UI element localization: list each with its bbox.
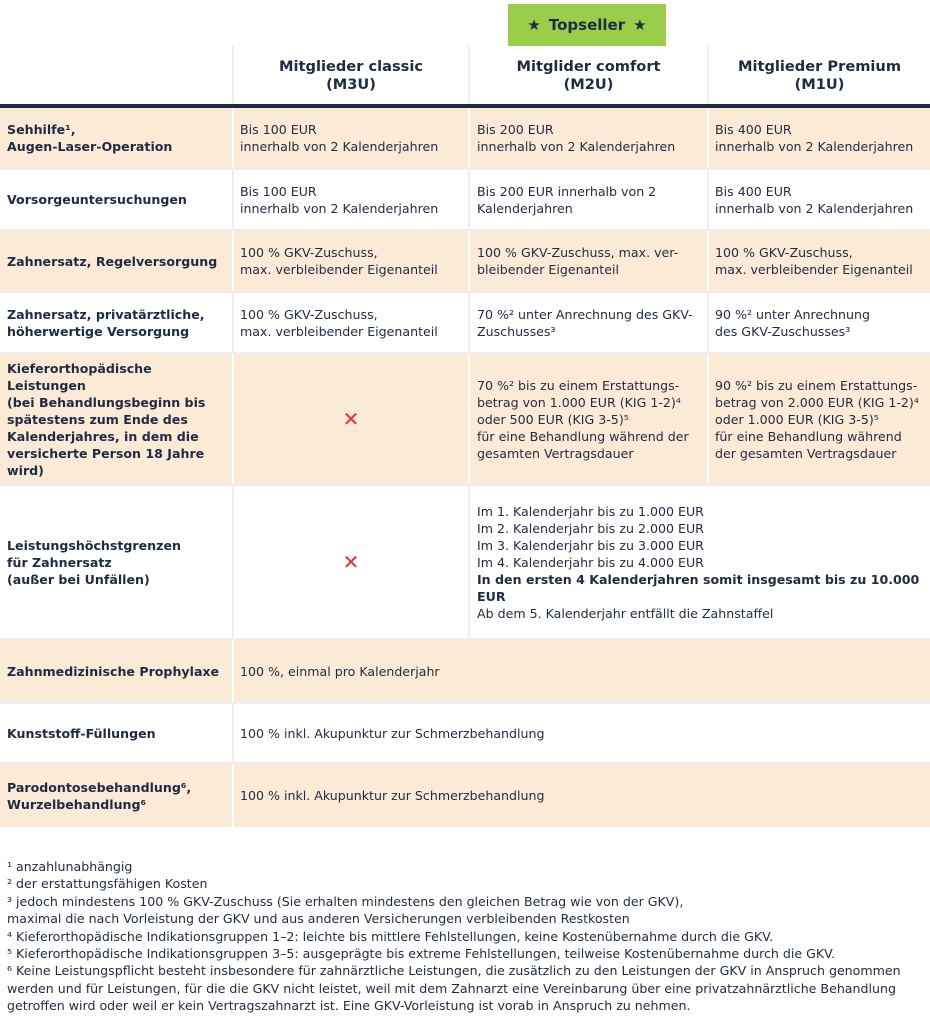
row-label: Zahnmedizinische Prophylaxe (7, 663, 220, 679)
row-label: Zahnersatz, Regelversorgung (7, 253, 218, 269)
row-label: Kieferorthopädische Leistungen (bei Behandlungsbeginn bis spätestens zum Ende des Kalenderjahres, in dem die versicherte Person 18 Jahre wird) (7, 360, 206, 478)
star-icon: ★ (633, 15, 647, 34)
footnote: ⁴ Kieferorthopädische Indikationsgruppen 1–2: leichte bis mittlere Fehlstellungen, keine Kostenübernahme durch die GKV. (7, 928, 774, 944)
cell-all-tariffs: 100 %, einmal pro Kalenderjahr (240, 663, 440, 679)
column-code: (M1U) (794, 76, 845, 93)
column-header-classic (234, 46, 468, 104)
column-code: (M2U) (563, 76, 614, 93)
limit-line: Im 2. Kalenderjahr bis zu 2.000 EUR (477, 520, 704, 536)
cell-premium: Bis 400 EUR innerhalb von 2 Kalenderjahren (715, 122, 914, 154)
limit-total: In den ersten 4 Kalenderjahren somit insgesamt bis zu 10.000 EUR (477, 571, 920, 604)
cell-comfort: Bis 200 EUR innerhalb von 2 Kalenderjahren (477, 183, 657, 216)
table-row (0, 293, 930, 352)
cell-comfort: 100 % GKV-Zuschuss, max. ver- bleibender Eigenanteil (477, 245, 679, 277)
row-label: Parodontosebehandlung⁶, Wurzelbehandlung⁶ (7, 779, 192, 812)
cell-comfort: 70 %² unter Anrechnung des GKV- Zuschusses³ (477, 306, 693, 339)
cell-comfort: Bis 200 EUR innerhalb von 2 Kalenderjahren (477, 122, 676, 154)
column-title: Mitglider comfort (516, 58, 661, 75)
cross-icon: ✕ (342, 550, 360, 574)
table-row (0, 354, 930, 484)
cell-premium: 90 %² bis zu einem Erstattungs- betrag von 2.000 EUR (KIG 1-2)⁴ oder 1.000 EUR (KIG 3-5)⁵ für eine Behandlung während der gesamten Vertragsdauer (715, 377, 919, 461)
column-title: Mitglieder classic (279, 58, 423, 75)
column-title: Mitglieder Premium (737, 58, 902, 75)
table-row (0, 231, 930, 291)
cell-premium: 90 %² unter Anrechnung des GKV-Zuschusses³ (715, 306, 870, 339)
cell-comfort: 70 %² bis zu einem Erstattungs- betrag von 1.000 EUR (KIG 1-2)⁴ oder 500 EUR (KIG 3-5)⁵ für eine Behandlung während der gesamten Vertragsdauer (477, 377, 689, 461)
topseller-badge (508, 4, 666, 46)
table-row (0, 764, 930, 827)
cell-all-tariffs: 100 % inkl. Akupunktur zur Schmerzbehandlung (240, 788, 545, 803)
row-label: Kunststoff-Füllungen (7, 725, 156, 741)
footnotes (7, 858, 927, 1015)
footnote: ³ jedoch mindestens 100 % GKV-Zuschuss (Sie erhalten mindestens den gleichen Betrag wie von der GKV), maximal die nach Vorleistung der GKV und aus anderen Versicherungen verbleibenden Restkosten (7, 893, 684, 927)
star-icon: ★ (527, 15, 541, 34)
limit-line: Im 3. Kalenderjahr bis zu 3.000 EUR (477, 537, 704, 553)
cell-all-tariffs: 100 % inkl. Akupunktur zur Schmerzbehandlung (240, 725, 545, 741)
footnote: ⁵ Kieferorthopädische Indikationsgruppen 3–5: ausgeprägte bis extreme Fehlstellungen, teilweise Kostenübernahme durch die GKV. (7, 946, 836, 962)
row-label: Vorsorgeuntersuchungen (7, 192, 187, 207)
footnote: ⁶ Keine Leistungspflicht besteht insbesondere für zahnärztliche Leistungen, die zusätzlich zu den Leistungen der GKV in Anspruch genommen werden und für Leistungen, für die die GKV nicht leistet, weil mit dem Zahnarzt eine Vereinbarung über eine privatzahnärztliche Behandlung getroffen wird oder weil er kein Vertragszahnarzt ist. Eine GKV-Vorleistung ist vorab in Anspruch zu nehmen. (7, 963, 901, 1014)
footnote: ¹ anzahlunabhängig (7, 859, 133, 874)
cell-classic: Bis 100 EUR innerhalb von 2 Kalenderjahren (240, 122, 439, 154)
table-row (0, 108, 930, 168)
cell-classic: 100 % GKV-Zuschuss, max. verbleibender Eigenanteil (240, 245, 438, 277)
footnote: ² der erstattungsfähigen Kosten (7, 876, 208, 892)
cell-classic (234, 354, 468, 484)
cell-premium: 100 % GKV-Zuschuss, max. verbleibender Eigenanteil (715, 245, 913, 277)
row-label: Sehhilfe¹, Augen-Laser-Operation (7, 122, 173, 154)
row-label: Zahnersatz, privatärztliche, höherwertige Versorgung (7, 306, 205, 339)
table-header (0, 46, 930, 104)
table-row (0, 170, 930, 229)
table-row (0, 640, 930, 702)
cross-icon: ✕ (342, 407, 360, 431)
column-header-premium (709, 46, 930, 104)
column-code: (M3U) (326, 76, 376, 93)
cell-comfort-premium (470, 486, 930, 638)
topseller-label: Topseller (548, 15, 626, 34)
cell-classic: Bis 100 EUR innerhalb von 2 Kalenderjahren (240, 183, 439, 216)
cell-classic (234, 486, 468, 638)
cell-premium: Bis 400 EUR innerhalb von 2 Kalenderjahren (715, 183, 914, 216)
limit-note: Ab dem 5. Kalenderjahr entfällt die Zahnstaffel (477, 605, 774, 621)
table-row (0, 704, 930, 762)
column-header-comfort (470, 46, 707, 104)
limit-line: Im 4. Kalenderjahr bis zu 4.000 EUR (477, 554, 704, 570)
table-row (0, 486, 930, 638)
cell-classic: 100 % GKV-Zuschuss, max. verbleibender Eigenanteil (240, 306, 438, 339)
limit-line: Im 1. Kalenderjahr bis zu 1.000 EUR (477, 503, 704, 519)
row-label: Leistungshöchstgrenzen für Zahnersatz (außer bei Unfällen) (7, 537, 181, 587)
